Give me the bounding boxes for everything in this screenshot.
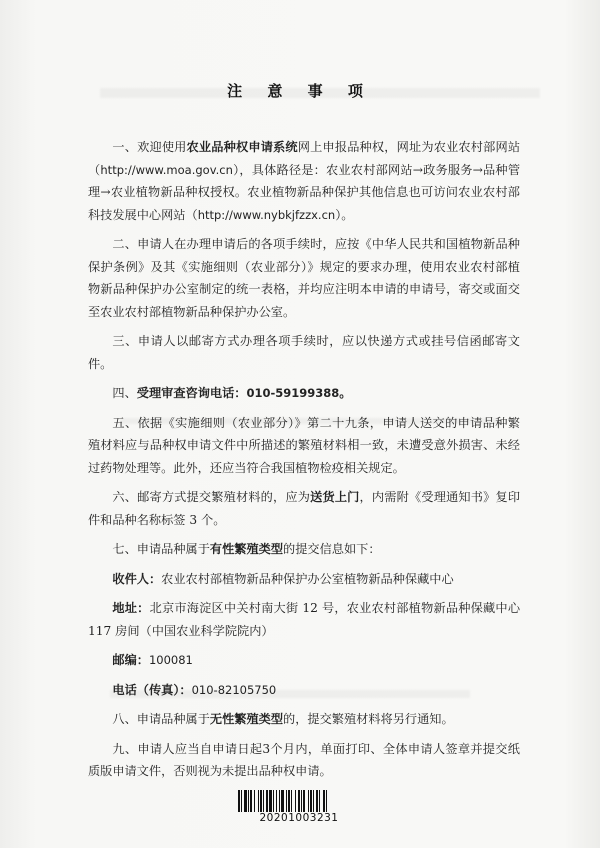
paragraph-9: 九、申请人应当自申请日起3个月内，单面打印、全体申请人签章并提交纸质版申请文件，否则视为未提出品种权申请。 xyxy=(88,741,520,778)
barcode-bar xyxy=(260,790,262,812)
barcode-bar xyxy=(238,790,240,812)
paragraph-1: 一、欢迎使用农业品种权申请系统网上申报品种权，网址为农业农村部网站（http://www.moa.gov.cn），具体路径是：农业农村部网站→政务服务→品种管理→农业植物新品种权授权。农业植物新品种保护其他信息也可访问农业农村部科技发展中心网站（http://www.nybkjfzzx.cn）。 xyxy=(88,140,521,222)
page-title: 注 意 事 项 xyxy=(227,82,373,100)
barcode-bar xyxy=(248,790,249,812)
paragraph-4: 四、受理审查咨询电话：010-59199388。 xyxy=(112,386,352,400)
barcode-bar xyxy=(241,790,242,812)
paragraph-5: 五、依据《实施细则（农业部分）》第二十九条，申请人送交的申请品种繁殖材料应与品种权申请文件中所描述的繁殖材料相一致，未遭受意外损害、未经过药物处理等。此外，还应当符合我国植物检疫相关规定。 xyxy=(88,415,520,475)
barcode-bar xyxy=(254,790,255,812)
barcode-bar xyxy=(266,790,268,812)
barcode-number: 20201003231 xyxy=(259,812,339,824)
barcode-bar xyxy=(308,790,309,812)
paragraph-3: 三、申请人以邮寄方式办理各项手续时，应以快递方式或挂号信函邮寄文件。 xyxy=(88,334,520,371)
barcode-bar xyxy=(291,790,292,812)
barcode-bar xyxy=(316,790,318,812)
barcode-bar xyxy=(301,790,302,812)
phone-line: 电话（传真）：010-82105750 xyxy=(112,682,277,697)
consult-phone: 010-59199388 xyxy=(246,386,340,400)
barcode-bar xyxy=(288,790,290,812)
barcode-bar xyxy=(250,790,252,812)
paragraph-7: 七、申请品种属于有性繁殖类型的提交信息如下： xyxy=(112,542,381,556)
address-line: 地址：北京市海淀区中关村南大街 12 号，农业农村部植物新品种保藏中心 117 房间（中国农业科学院院内） xyxy=(88,601,521,638)
barcode-bar xyxy=(281,790,284,812)
barcode-bar xyxy=(303,790,305,812)
barcode-bar xyxy=(258,790,259,812)
recipient-line: 收件人：农业农村部植物新品种保护办公室植物新品种保藏中心 xyxy=(112,571,454,586)
barcode-bar xyxy=(263,790,264,812)
barcode-bar xyxy=(298,790,300,812)
barcode-bar xyxy=(286,790,287,812)
barcode-bar xyxy=(279,790,280,812)
barcode-bar xyxy=(295,790,296,812)
barcode-bar xyxy=(244,790,247,812)
barcode-bar xyxy=(313,790,314,812)
barcode-bar xyxy=(269,790,272,812)
system-name: 农业品种权申请系统 xyxy=(186,140,298,154)
barcode-bar xyxy=(310,790,312,812)
postcode-line: 邮编：100081 xyxy=(112,653,193,667)
barcode-bar xyxy=(273,790,274,812)
barcode-icon xyxy=(236,790,362,812)
paragraph-2: 二、申请人在办理申请后的各项手续时，应按《中华人民共和国植物新品种保护条例》及其《实施细则（农业部分）》规定的要求办理，使用农业农村部植物新品种保护办公室制定的统一表格，并均应注明本申请的申请号，寄交或面交至农业农村部植物新品种保护办公室。 xyxy=(88,237,520,319)
barcode-bar xyxy=(276,790,277,812)
kjfzzx-url: http://www.nybkjfzzx.cn xyxy=(197,207,336,222)
notice-body xyxy=(88,136,520,790)
paragraph-8: 八、申请品种属于无性繁殖类型的，提交繁殖材料将另行通知。 xyxy=(112,712,454,726)
barcode-bar xyxy=(319,790,320,812)
barcode-bar xyxy=(323,790,325,812)
paragraph-6: 六、邮寄方式提交繁殖材料的，应为送货上门，内需附《受理通知书》复印件和品种名称标签 3 个。 xyxy=(88,490,521,527)
moa-url: http://www.moa.gov.cn xyxy=(100,162,233,177)
barcode-bar xyxy=(326,790,327,812)
